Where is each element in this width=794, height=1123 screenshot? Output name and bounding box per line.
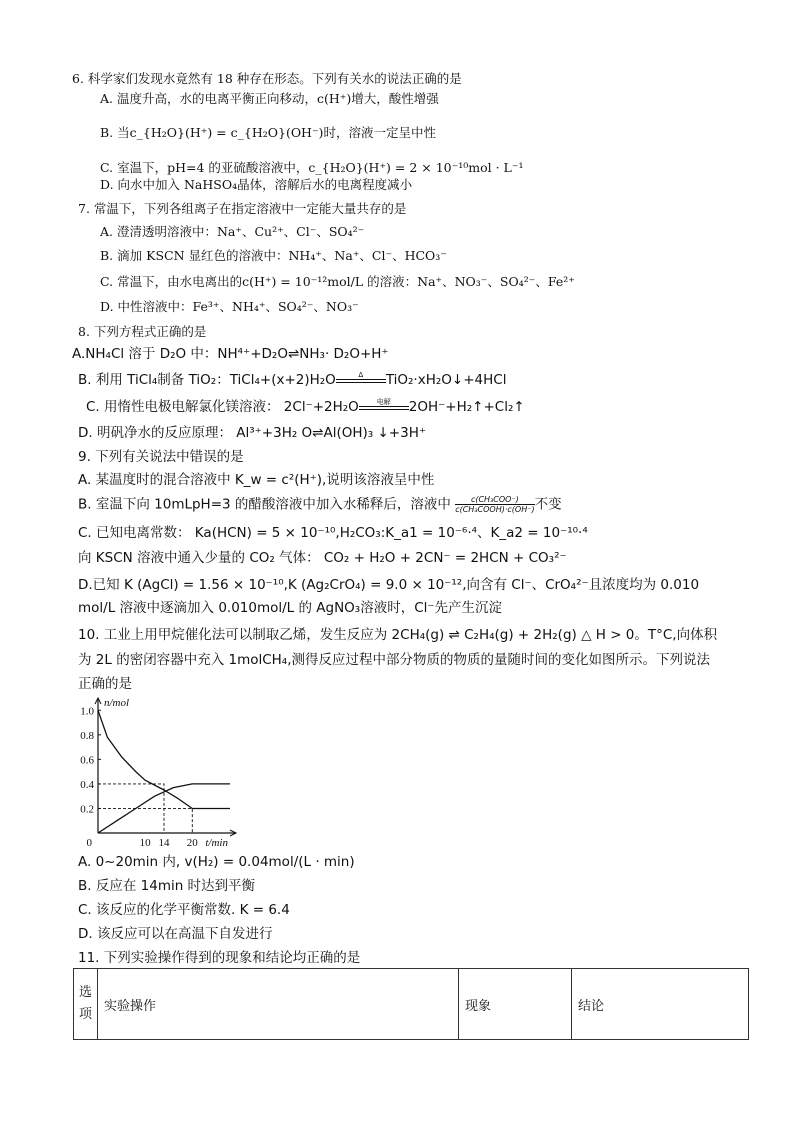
q10-chart — [80, 690, 250, 850]
y-tick-label: 0.6 — [80, 754, 94, 767]
q11-table — [73, 968, 749, 1040]
q8-b-left: B. 利用 TiCl₄制备 TiO₂：TiCl₄+(x+2)H₂O — [78, 372, 336, 388]
q6-option-b: B. 当c_{H₂O}(H⁺) = c_{H₂O}(OH⁻)时，溶液一定呈中性 — [100, 125, 436, 140]
q8-option-d: D. 明矾净水的反应原理： Al³⁺+3H₂ O⇌Al(OH)₃ ↓+3H⁺ — [78, 425, 426, 441]
q9-stem: 9. 下列有关说法中错误的是 — [78, 449, 244, 465]
q10-option-d: D. 该反应可以在高温下自发进行 — [78, 926, 273, 942]
q9-b-suffix: 不变 — [534, 496, 562, 513]
y-tick-label: 0.4 — [80, 778, 94, 791]
table-row — [74, 969, 749, 1040]
y-tick-label: 0.8 — [80, 729, 94, 742]
q8-stem: 8. 下列方程式正确的是 — [78, 324, 207, 339]
q7-option-b: B. 滴加 KSCN 显红色的溶液中：NH₄⁺、Na⁺、Cl⁻、HCO₃⁻ — [100, 248, 447, 263]
q9-option-d-line1: D.已知 K (AgCl) = 1.56 × 10⁻¹⁰,K (Ag₂CrO₄) = 9.0 × 10⁻¹²,向含有 Cl⁻、CrO₄²⁻且浓度均为 0.010 — [78, 577, 700, 593]
reversible-arrow-icon — [336, 373, 386, 387]
q10-option-a: A. 0~20min 内, v(H₂) = 0.04mol/(L · min) — [78, 854, 355, 870]
q8-b-condition: Δ — [358, 371, 364, 379]
q7-stem: 7. 常温下，下列各组离子在指定溶液中一定能大量共存的是 — [78, 201, 407, 216]
y-tick-label: 1.0 — [80, 705, 94, 718]
q6-option-d: D. 向水中加入 NaHSO₄晶体，溶解后水的电离程度减小 — [100, 177, 413, 192]
q10-stem-line3: 正确的是 — [78, 676, 132, 692]
q10-stem-line1: 10. 工业上用甲烷催化法可以制取乙烯，发生反应为 2CH₄(g) ⇌ C₂H₄(g) + 2H₂(g) △ H > 0。T°C,向体积 — [78, 627, 718, 643]
q9-option-c-line2: 向 KSCN 溶液中通入少量的 CO₂ 气体： CO₂ + H₂O + 2CN⁻ = 2HCN + CO₃²⁻ — [78, 550, 567, 566]
q8-option-b — [78, 371, 506, 389]
q8-c-left: C. 用惰性电极电解氯化镁溶液： 2Cl⁻+2H₂O — [86, 399, 359, 415]
q6-option-c: C. 室温下，pH=4 的亚硫酸溶液中，c_{H₂O}(H⁺) = 2 × 10⁻¹⁰mol · L⁻¹ — [100, 160, 524, 175]
x-tick-label: 14 — [158, 837, 170, 849]
q8-option-a: A.NH₄Cl 溶于 D₂O 中：NH⁴⁺+D₂O⇌NH₃· D₂O+H⁺ — [72, 346, 389, 362]
q9-b-numerator: c(CH₃COO⁻) — [455, 495, 534, 505]
q9-option-c-line1: C. 已知电离常数： Ka(HCN) = 5 × 10⁻¹⁰,H₂CO₃:K_a1 = 10⁻⁶·⁴、K_a2 = 10⁻¹⁰·⁴ — [78, 525, 588, 541]
q9-b-text: B. 室温下向 10mLpH=3 的醋酸溶液中加入水稀释后，溶液中 — [78, 496, 451, 513]
q11-stem: 11. 下列实验操作得到的现象和结论均正确的是 — [78, 950, 361, 966]
y-tick-label: 0.2 — [80, 803, 94, 816]
q9-b-denominator: c(CH₃COOH)·c(OH⁻) — [455, 505, 535, 514]
table-header-conclusion: 结论 — [572, 969, 749, 1040]
q9-b-fraction — [455, 495, 534, 514]
y-axis-label: n/mol — [104, 697, 130, 709]
q9-option-b — [78, 495, 562, 514]
q7-option-a: A. 澄清透明溶液中：Na⁺、Cu²⁺、Cl⁻、SO₄²⁻ — [100, 224, 365, 239]
q8-b-right: TiO₂·xH₂O↓+4HCl — [385, 372, 507, 388]
guide-line — [98, 808, 192, 833]
table-header-phenomenon: 现象 — [459, 969, 572, 1040]
table-header-operation: 实验操作 — [98, 969, 459, 1040]
x-tick-label: 20 — [186, 837, 198, 849]
q8-option-c — [86, 398, 525, 416]
q10-option-b: B. 反应在 14min 时达到平衡 — [78, 878, 256, 894]
q6-stem: 6. 科学家们发现水竟然有 18 种存在形态。下列有关水的说法正确的是 — [72, 71, 462, 86]
q7-option-d: D. 中性溶液中：Fe³⁺、NH₄⁺、SO₄²⁻、NO₃⁻ — [100, 299, 359, 314]
q8-c-condition: 电解 — [376, 398, 391, 406]
table-header-option: 选项 — [74, 969, 98, 1040]
q7-option-c: C. 常温下，由水电离出的c(H⁺) = 10⁻¹²mol/L 的溶液：Na⁺、NO₃⁻、SO₄²⁻、Fe²⁺ — [100, 274, 575, 289]
x-axis-label: t/min — [205, 837, 228, 849]
q9-option-d-line2: mol/L 溶液中逐滴加入 0.010mol/L 的 AgNO₃溶液时，Cl⁻先产生沉淀 — [78, 600, 503, 616]
q6-option-a: A. 温度升高，水的电离平衡正向移动，c(H⁺)增大，酸性增强 — [100, 91, 439, 106]
x-tick-label: 10 — [139, 837, 151, 849]
reversible-arrow-icon — [359, 400, 409, 414]
q10-option-c: C. 该反应的化学平衡常数. K = 6.4 — [78, 902, 290, 918]
q10-stem-line2: 为 2L 的密闭容器中充入 1molCH₄,测得反应过程中部分物质的物质的量随时间的变化如图所示。下列说法 — [78, 652, 711, 668]
q9-option-a: A. 某温度时的混合溶液中 K_w = c²(H⁺),说明该溶液呈中性 — [78, 472, 435, 488]
q8-c-right: 2OH⁻+H₂↑+Cl₂↑ — [408, 399, 525, 415]
x-tick-label: 0 — [86, 837, 92, 849]
